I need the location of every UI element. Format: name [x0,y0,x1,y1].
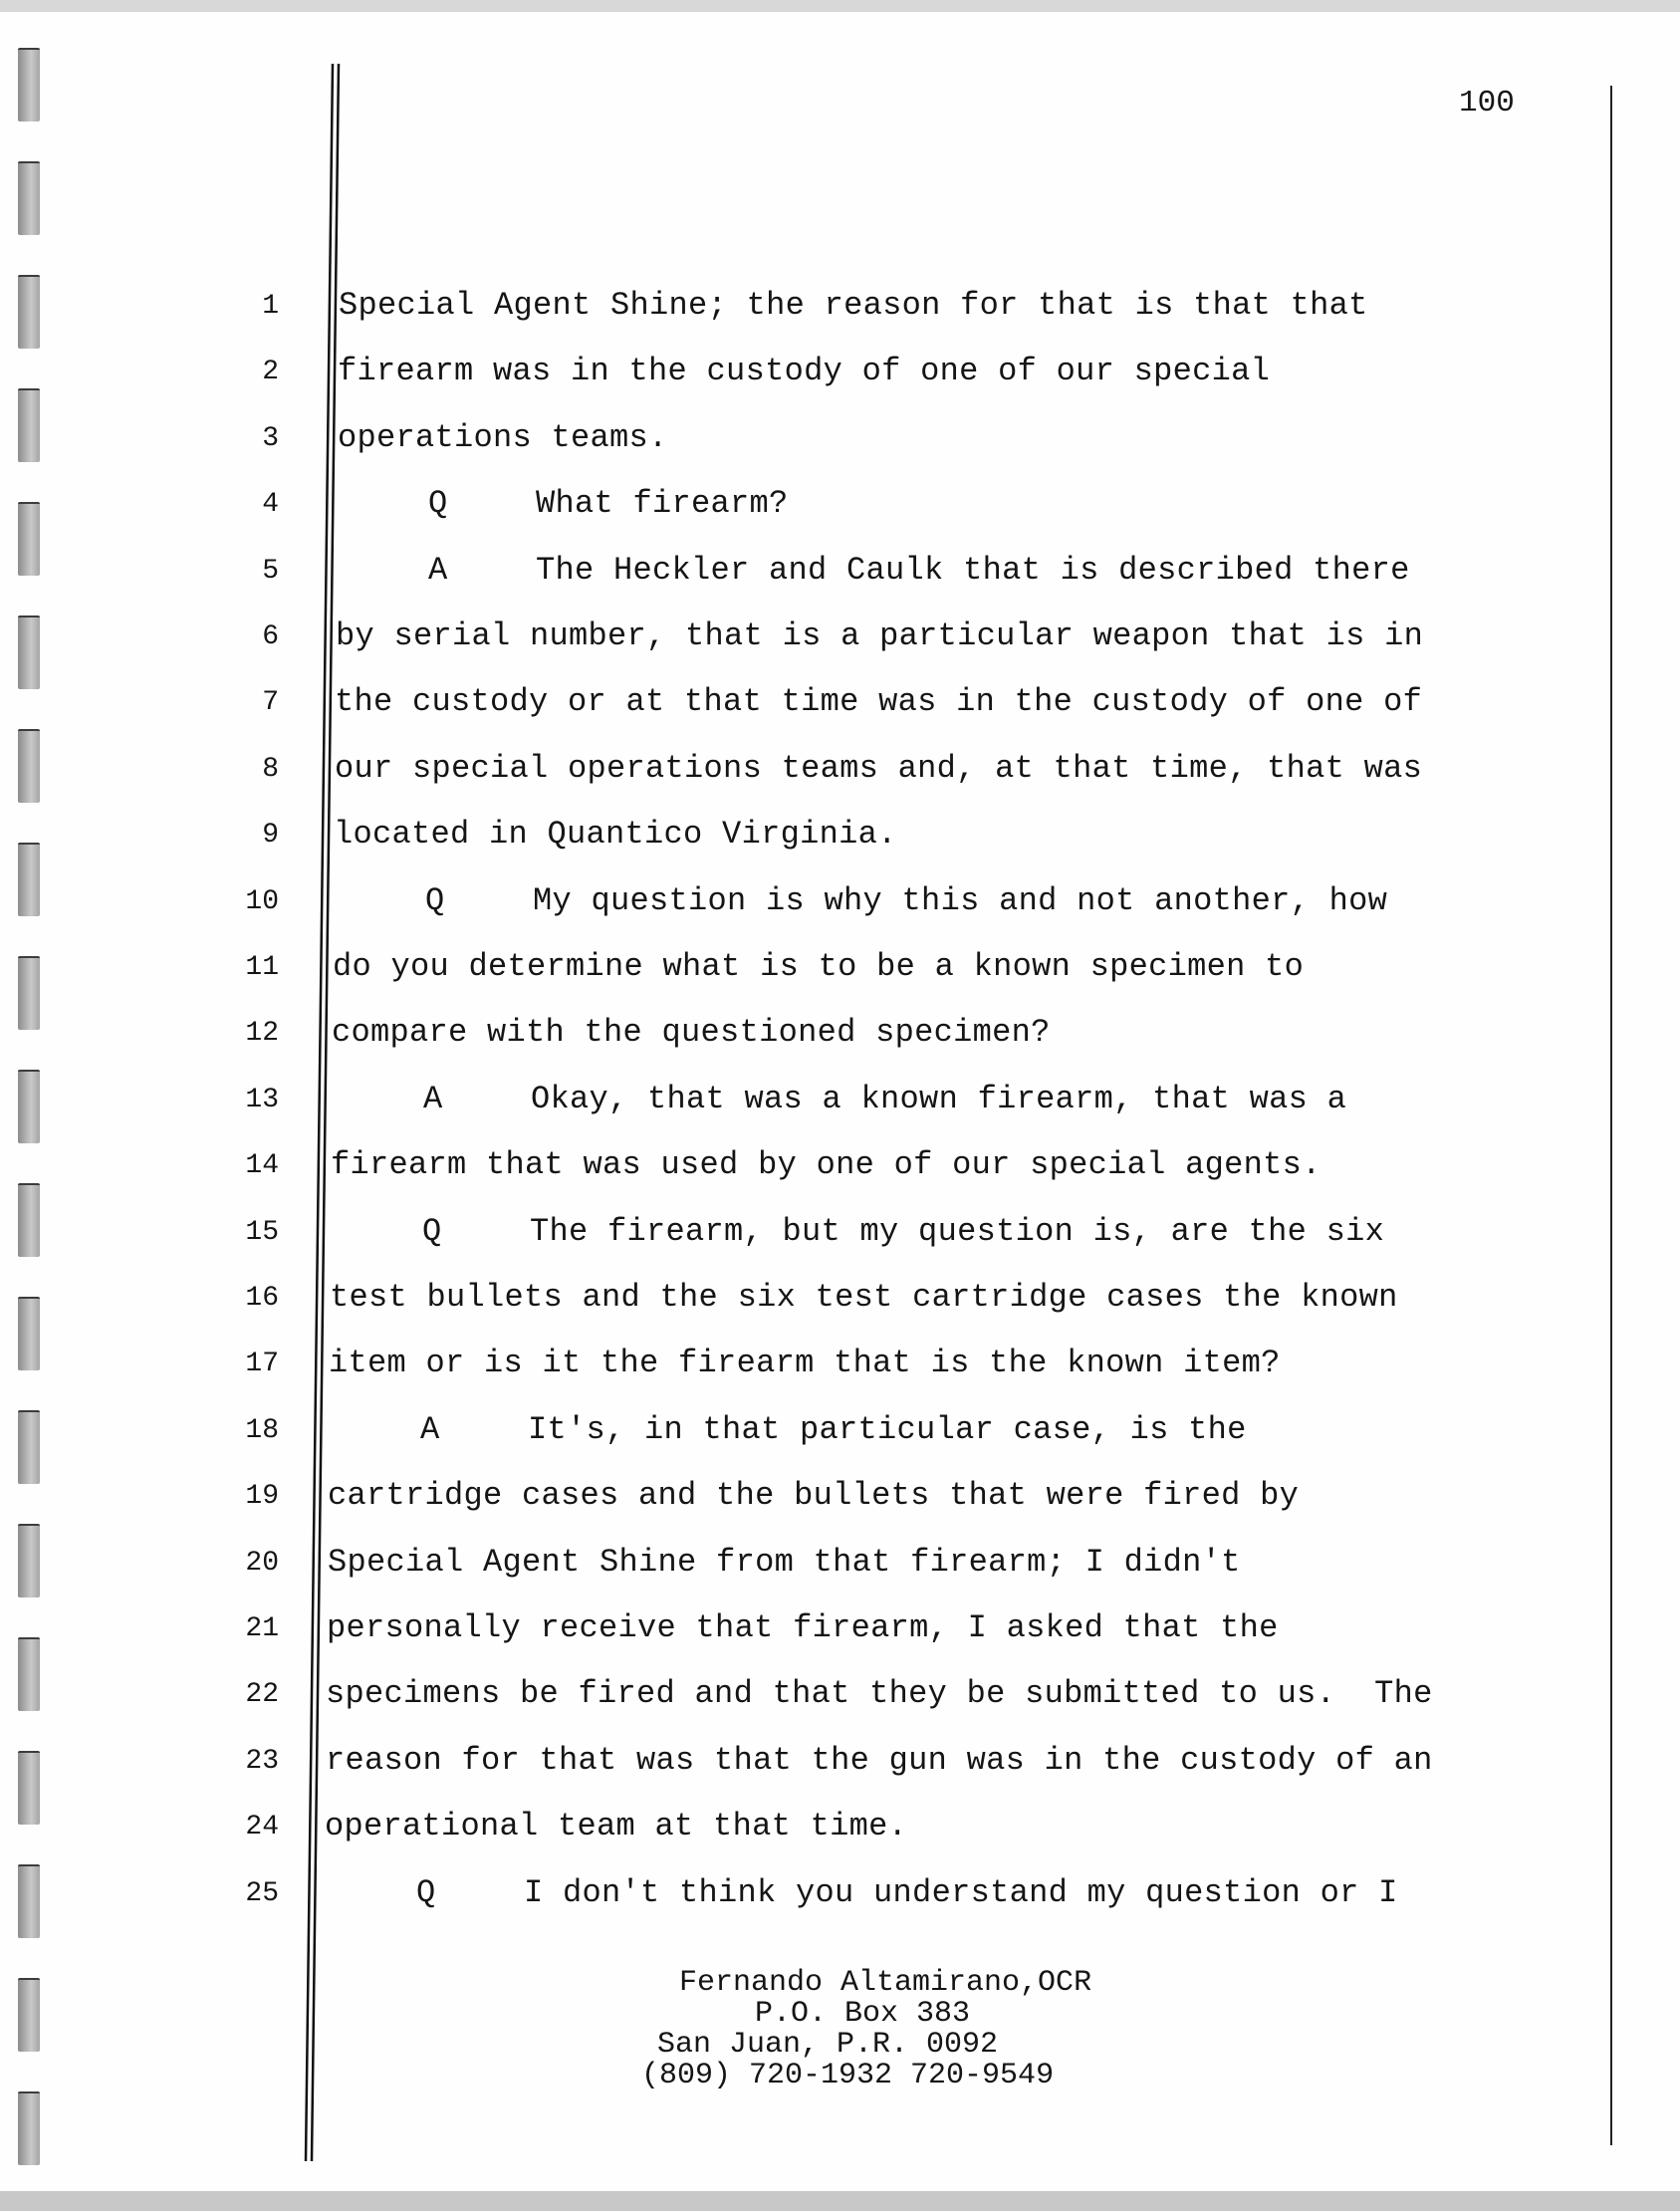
speaker-label: A [420,1411,440,1448]
transcript-line [338,353,1270,389]
right-margin-rule [1610,86,1612,2145]
line-text: Special Agent Shine; the reason for that is that that [339,287,1368,324]
transcript-line [333,948,1304,985]
transcript-line [422,1213,1384,1250]
line-number: 6 [262,621,279,652]
line-text: Okay, that was a known firearm, that was a [531,1081,1347,1117]
line-text: operational team at that time. [325,1808,908,1844]
line-text: cartridge cases and the bullets that were fired by [328,1477,1300,1514]
line-text: firearm that was used by one of our special agents. [331,1146,1321,1183]
line-number: 20 [245,1548,279,1579]
transcript-line [420,1411,1247,1448]
line-text: located in Quantico Virginia. [334,816,897,853]
transcript-line [423,1081,1346,1117]
transcript-line [338,419,668,456]
line-text: I don't think you understand my question or I [524,1874,1398,1911]
line-number: 9 [262,820,279,851]
line-number: 10 [245,886,279,917]
line-number: 7 [262,687,279,718]
line-number: 12 [245,1018,279,1049]
speaker-label: Q [425,882,445,919]
line-text: reason for that was that the gun was in the custody of an [326,1742,1433,1779]
transcript-line [336,617,1423,654]
line-number: 18 [245,1415,279,1446]
line-number: 24 [245,1812,279,1842]
line-number: 4 [262,489,279,520]
transcript-line [326,1742,1433,1779]
transcript-line [332,1014,1051,1051]
line-number: 1 [262,291,279,322]
line-number: 2 [262,357,279,387]
line-text: My question is why this and not another, how [533,882,1388,919]
line-text: Special Agent Shine from that firearm; I didn't [328,1544,1241,1581]
transcript-line [334,816,897,853]
line-text: operations teams. [338,419,668,456]
reporter-city: San Juan, P.R. 0092 [657,2028,999,2062]
line-number: 16 [245,1283,279,1314]
line-text: The Heckler and Caulk that is described there [536,552,1410,589]
scan-bottom-edge [0,2191,1680,2211]
line-text: compare with the questioned specimen? [332,1014,1051,1051]
transcript-line [328,1544,1241,1581]
line-number: 25 [245,1878,279,1909]
speaker-label: Q [416,1874,436,1911]
line-text: do you determine what is to be a known specimen to [333,948,1305,985]
line-number: 22 [245,1679,279,1710]
line-number: 11 [245,952,279,983]
line-number: 21 [245,1613,279,1644]
line-text: The firearm, but my question is, are the six [530,1213,1385,1250]
line-number: 13 [245,1085,279,1115]
line-text: It's, in that particular case, is the [528,1411,1247,1448]
reporter-name: Fernando Altamirano,OCR [679,1966,1092,2000]
reporter-phone: (809) 720-1932 720-9549 [641,2059,1055,2092]
line-number: 14 [245,1150,279,1181]
transcript-line [416,1874,1398,1911]
line-text: test bullets and the six test cartridge cases the known [330,1279,1398,1316]
speaker-label: A [428,552,448,589]
line-text: specimens be fired and that they be submitted to us. The [326,1675,1433,1712]
line-text: What firearm? [536,485,789,522]
transcript-line [328,1477,1299,1514]
transcript-line [330,1279,1398,1316]
line-text: by serial number, that is a particular weapon that is in [336,617,1424,654]
line-number: 8 [262,754,279,785]
reporter-footer [558,1968,1255,2091]
transcript-line [335,683,1422,720]
transcript-line [425,882,1387,919]
line-number: 19 [245,1481,279,1512]
line-text: personally receive that firearm, I asked that the [327,1609,1279,1646]
reporter-box: P.O. Box 383 [755,1997,971,2031]
transcript-line [325,1808,907,1844]
page-number: 100 [1459,86,1515,121]
line-text: firearm was in the custody of one of our special [338,353,1271,389]
line-number: 15 [245,1217,279,1248]
transcript-line [326,1675,1433,1712]
transcript-line [335,750,1422,787]
transcript-line [339,287,1368,324]
speaker-label: Q [422,1213,442,1250]
transcript-line [327,1609,1279,1646]
transcript-line [329,1345,1281,1381]
line-text: the custody or at that time was in the custody of one of [335,683,1423,720]
transcript-line [428,485,789,522]
line-text: item or is it the firearm that is the known item? [329,1345,1281,1381]
line-text: our special operations teams and, at that time, that was [335,750,1423,787]
line-number: 17 [245,1349,279,1379]
line-number: 5 [262,556,279,587]
transcript-line [428,552,1410,589]
speaker-label: A [423,1081,443,1117]
line-number: 23 [245,1746,279,1777]
line-number: 3 [262,423,279,454]
speaker-label: Q [428,485,448,522]
transcript-line [331,1146,1321,1183]
